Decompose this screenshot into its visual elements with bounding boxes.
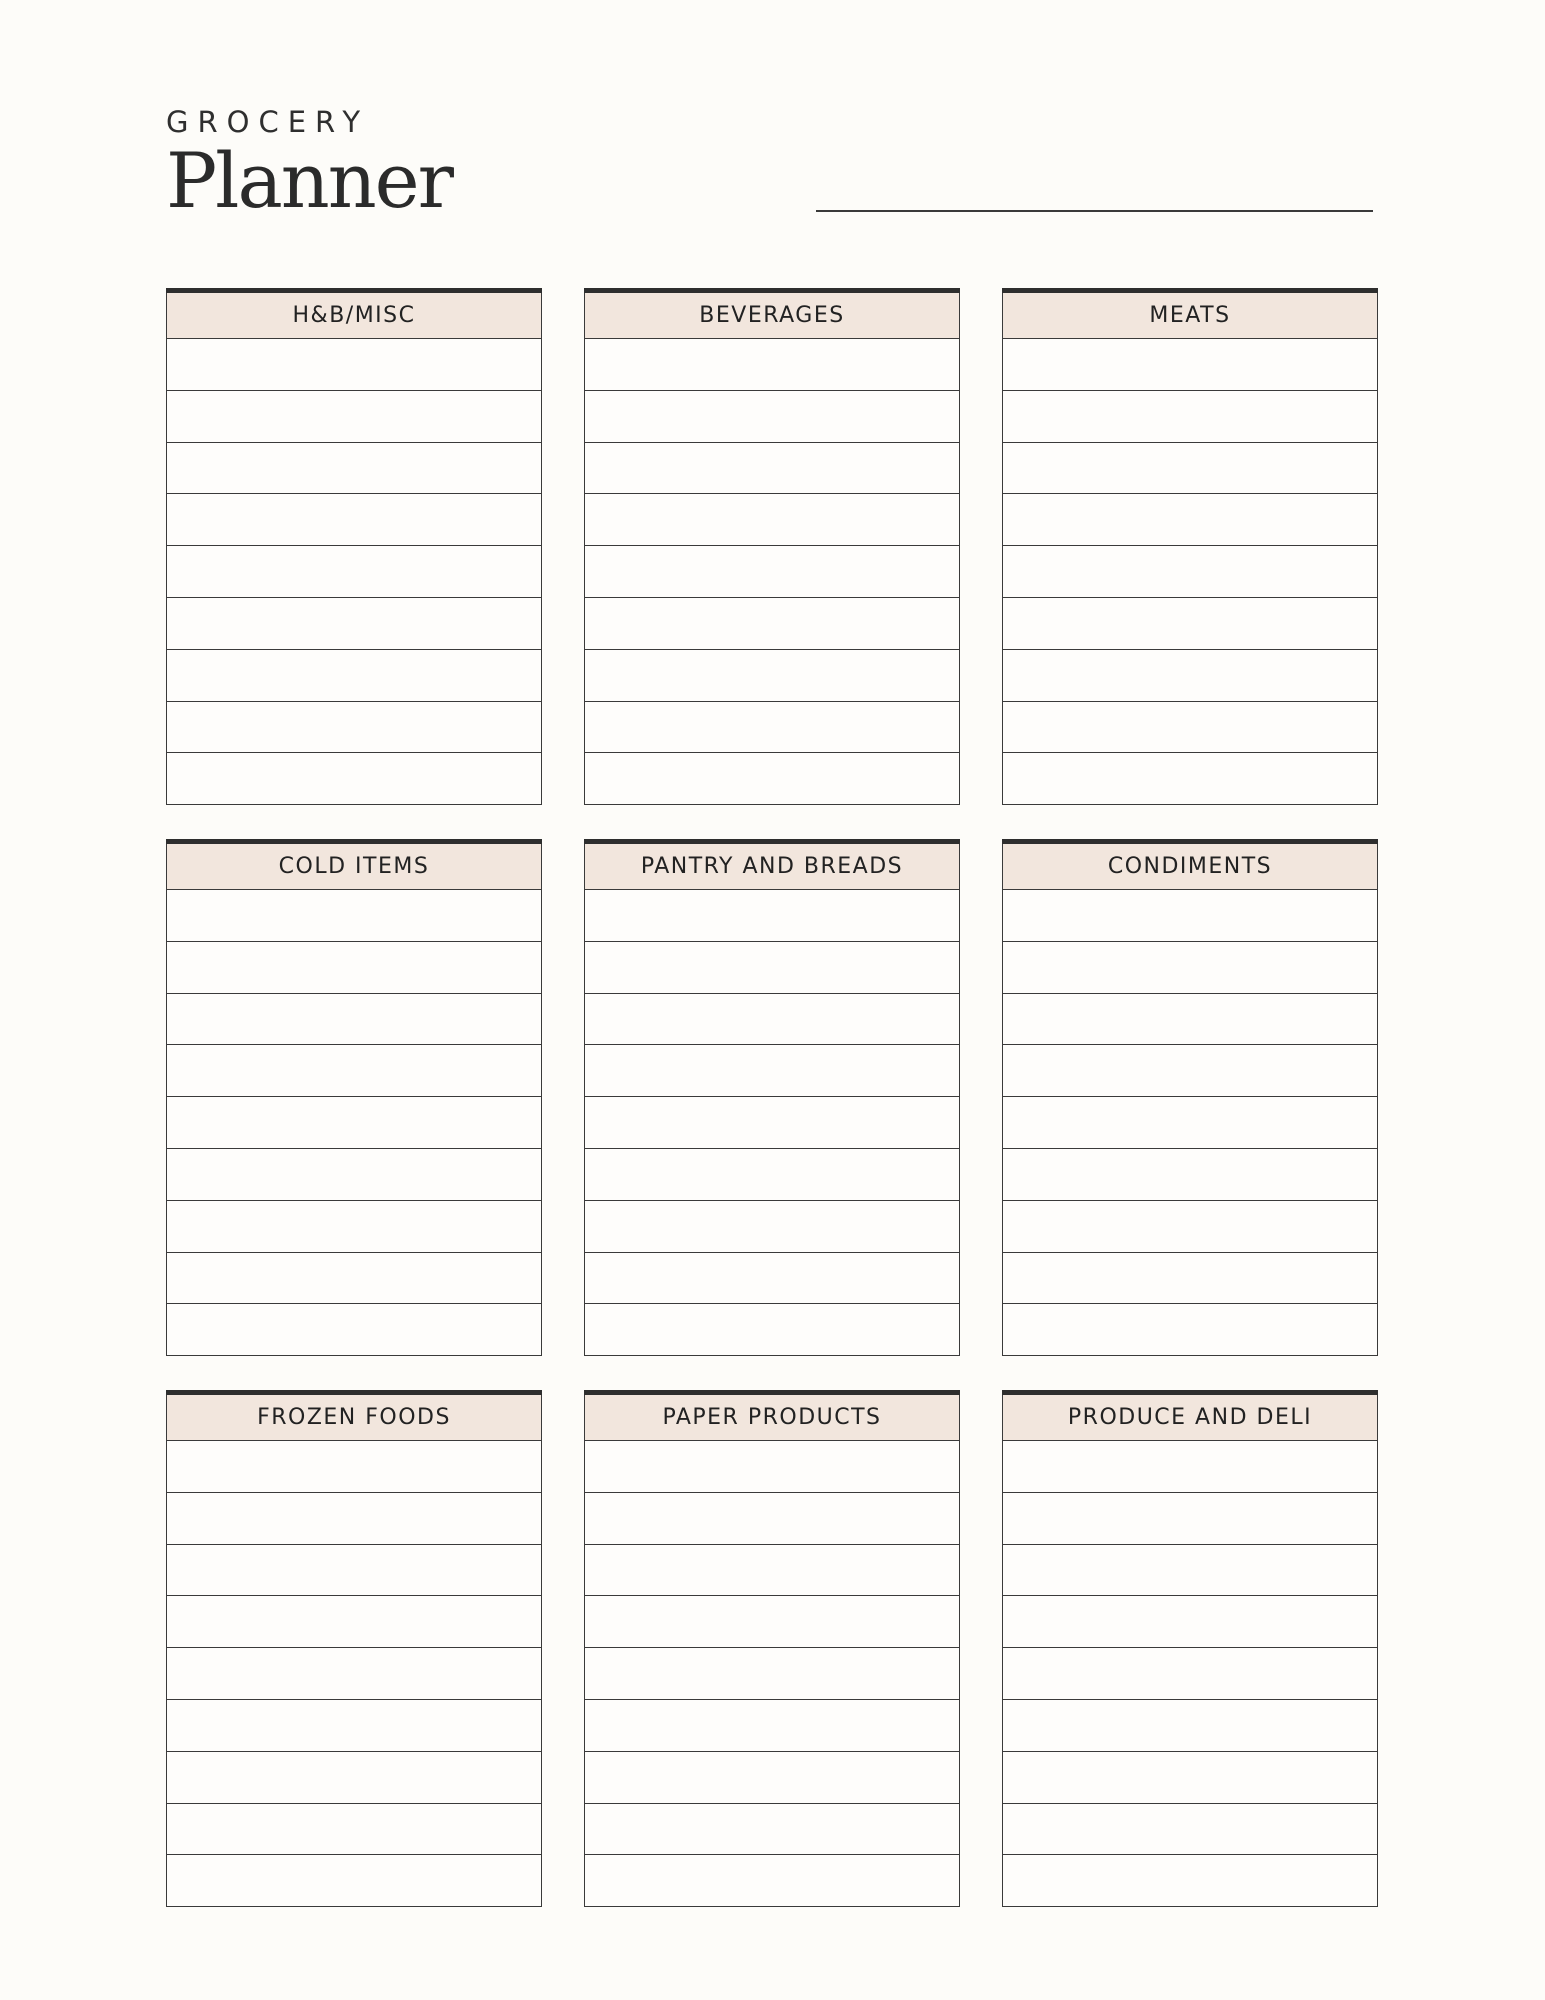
- entry-rows: [584, 339, 960, 805]
- entry-row[interactable]: [166, 890, 542, 942]
- entry-row[interactable]: [584, 1855, 960, 1907]
- entry-row[interactable]: [166, 1304, 542, 1356]
- entry-row[interactable]: [1002, 650, 1378, 702]
- entry-row[interactable]: [1002, 994, 1378, 1046]
- section-title: CONDIMENTS: [1002, 844, 1378, 890]
- section-produce-and-deli: [1002, 1390, 1378, 1911]
- entry-row[interactable]: [584, 1441, 960, 1493]
- entry-row[interactable]: [166, 546, 542, 598]
- entry-row[interactable]: [166, 1149, 542, 1201]
- entry-row[interactable]: [1002, 1545, 1378, 1597]
- entry-row[interactable]: [1002, 391, 1378, 443]
- entry-row[interactable]: [584, 702, 960, 754]
- entry-row[interactable]: [166, 1045, 542, 1097]
- entry-row[interactable]: [1002, 1804, 1378, 1856]
- entry-row[interactable]: [584, 546, 960, 598]
- entry-row[interactable]: [584, 1149, 960, 1201]
- entry-row[interactable]: [1002, 1493, 1378, 1545]
- sections-grid: [166, 288, 1378, 1911]
- section-title: COLD ITEMS: [166, 844, 542, 890]
- entry-row[interactable]: [584, 1304, 960, 1356]
- entry-rows: [584, 890, 960, 1356]
- entry-row[interactable]: [1002, 1648, 1378, 1700]
- entry-row[interactable]: [166, 1493, 542, 1545]
- entry-row[interactable]: [1002, 339, 1378, 391]
- name-entry-line[interactable]: [816, 210, 1373, 212]
- page-kicker: GROCERY: [166, 105, 370, 139]
- entry-row[interactable]: [584, 994, 960, 1046]
- entry-row[interactable]: [166, 1804, 542, 1856]
- page-title: Planner: [166, 136, 452, 225]
- entry-row[interactable]: [584, 598, 960, 650]
- entry-row[interactable]: [584, 1804, 960, 1856]
- entry-row[interactable]: [166, 702, 542, 754]
- section-pantry-and-breads: [584, 839, 960, 1360]
- entry-row[interactable]: [1002, 1045, 1378, 1097]
- entry-row[interactable]: [584, 1253, 960, 1305]
- entry-row[interactable]: [584, 494, 960, 546]
- entry-row[interactable]: [166, 494, 542, 546]
- section-title: BEVERAGES: [584, 293, 960, 339]
- entry-row[interactable]: [166, 1253, 542, 1305]
- entry-rows: [1002, 890, 1378, 1356]
- entry-row[interactable]: [166, 598, 542, 650]
- entry-row[interactable]: [166, 1648, 542, 1700]
- entry-row[interactable]: [166, 650, 542, 702]
- entry-row[interactable]: [166, 942, 542, 994]
- entry-row[interactable]: [584, 1201, 960, 1253]
- section-hb-misc: [166, 288, 542, 809]
- entry-row[interactable]: [584, 1648, 960, 1700]
- entry-row[interactable]: [584, 1545, 960, 1597]
- entry-row[interactable]: [1002, 1441, 1378, 1493]
- entry-row[interactable]: [1002, 1752, 1378, 1804]
- entry-rows: [1002, 1441, 1378, 1907]
- entry-row[interactable]: [584, 339, 960, 391]
- entry-row[interactable]: [1002, 598, 1378, 650]
- entry-row[interactable]: [584, 391, 960, 443]
- entry-row[interactable]: [166, 1700, 542, 1752]
- entry-row[interactable]: [1002, 942, 1378, 994]
- entry-rows: [584, 1441, 960, 1907]
- entry-row[interactable]: [166, 1545, 542, 1597]
- entry-row[interactable]: [166, 1441, 542, 1493]
- entry-row[interactable]: [1002, 494, 1378, 546]
- section-title: PAPER PRODUCTS: [584, 1395, 960, 1441]
- section-frozen-foods: [166, 1390, 542, 1911]
- entry-row[interactable]: [1002, 1253, 1378, 1305]
- entry-row[interactable]: [1002, 546, 1378, 598]
- entry-row[interactable]: [1002, 702, 1378, 754]
- section-cold-items: [166, 839, 542, 1360]
- entry-row[interactable]: [1002, 1700, 1378, 1752]
- entry-row[interactable]: [166, 1855, 542, 1907]
- entry-row[interactable]: [584, 1700, 960, 1752]
- section-title: PRODUCE AND DELI: [1002, 1395, 1378, 1441]
- entry-row[interactable]: [166, 1201, 542, 1253]
- entry-row[interactable]: [166, 1752, 542, 1804]
- entry-row[interactable]: [1002, 1097, 1378, 1149]
- entry-rows: [166, 339, 542, 805]
- entry-row[interactable]: [584, 650, 960, 702]
- entry-row[interactable]: [166, 1097, 542, 1149]
- entry-row[interactable]: [166, 443, 542, 495]
- entry-row[interactable]: [584, 1752, 960, 1804]
- section-beverages: [584, 288, 960, 809]
- entry-row[interactable]: [584, 1045, 960, 1097]
- entry-row[interactable]: [166, 994, 542, 1046]
- entry-row[interactable]: [584, 1493, 960, 1545]
- entry-rows: [166, 1441, 542, 1907]
- entry-row[interactable]: [584, 942, 960, 994]
- section-meats: [1002, 288, 1378, 809]
- entry-row[interactable]: [166, 1596, 542, 1648]
- section-paper-products: [584, 1390, 960, 1911]
- section-title: MEATS: [1002, 293, 1378, 339]
- entry-row[interactable]: [1002, 1596, 1378, 1648]
- entry-row[interactable]: [166, 391, 542, 443]
- entry-row[interactable]: [584, 753, 960, 805]
- entry-row[interactable]: [584, 1097, 960, 1149]
- entry-row[interactable]: [1002, 1201, 1378, 1253]
- entry-row[interactable]: [1002, 443, 1378, 495]
- entry-row[interactable]: [1002, 1149, 1378, 1201]
- entry-row[interactable]: [584, 443, 960, 495]
- entry-rows: [166, 890, 542, 1356]
- entry-row[interactable]: [1002, 753, 1378, 805]
- entry-row[interactable]: [584, 1596, 960, 1648]
- page-header: [166, 105, 452, 225]
- entry-row[interactable]: [1002, 1855, 1378, 1907]
- entry-row[interactable]: [166, 753, 542, 805]
- entry-row[interactable]: [166, 339, 542, 391]
- section-title: H&B/MISC: [166, 293, 542, 339]
- entry-row[interactable]: [1002, 1304, 1378, 1356]
- section-condiments: [1002, 839, 1378, 1360]
- entry-row[interactable]: [584, 890, 960, 942]
- section-title: PANTRY AND BREADS: [584, 844, 960, 890]
- entry-row[interactable]: [1002, 890, 1378, 942]
- section-title: FROZEN FOODS: [166, 1395, 542, 1441]
- entry-rows: [1002, 339, 1378, 805]
